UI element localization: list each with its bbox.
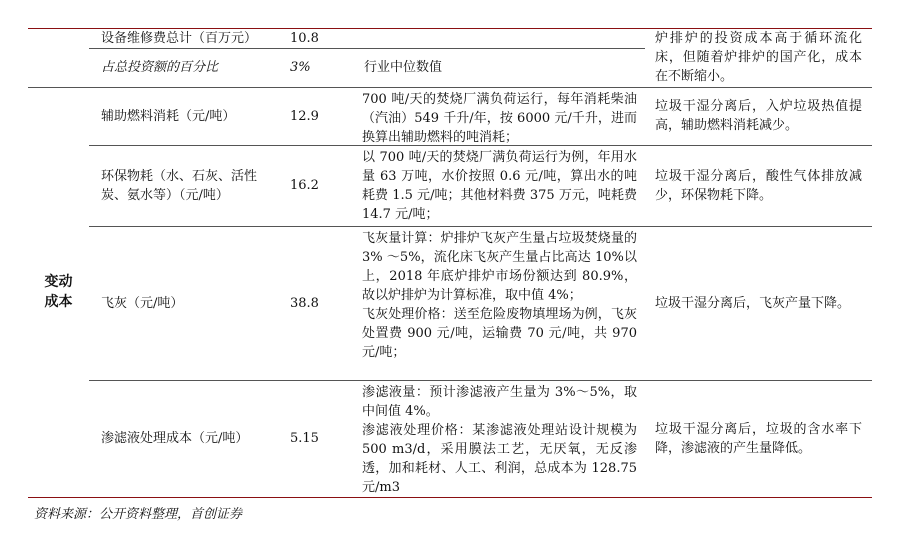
row-description: 渗滤液量：预计渗滤液产生量为 3%～5%，取中间值 4%。 渗滤液处理价格：某渗滤液处理站设计规模为 500 m3/d，采用膜法工艺，无厌氧，无反渗透，加和耗材、人工、利润，总成本为 128.75 元/m3	[362, 385, 637, 495]
row-description: 行业中位数值	[364, 60, 443, 75]
row-name: 占总投资额的百分比	[101, 60, 219, 75]
row-name: 环保物耗（水、石灰、活性炭、氨水等）（元/吨）	[101, 168, 258, 203]
row-value: 16.2	[290, 178, 319, 193]
row-description: 飞灰量计算：炉排炉飞灰产生量占垃圾焚烧量的 3% ～5%，流化床飞灰产生量占比高达 10%以上，2018 年底炉排炉市场份额达到 80.9%，故以炉排炉为计算标准，取中值 4%； 飞灰处理价格：送至危险废物填埋场为例，飞灰处置费 900 元/吨，运输费 70 元/吨，共 970 元/吨；	[362, 231, 637, 360]
category-label: 变动成本	[44, 274, 73, 310]
row-description: 以 700 吨/天的焚烧厂满负荷运行为例，年用水量 63 万吨，水价按照 0.6 元/吨，算出水的吨耗费 1.5 元/吨；其他材料费 375 万元，吨耗费 14.7 元/吨；	[362, 150, 637, 222]
row-name: 渗滤液处理成本（元/吨）	[101, 431, 249, 446]
row-value: 38.8	[290, 295, 319, 311]
row-description: 700 吨/天的焚烧厂满负荷运行，每年消耗柴油（汽油）549 千升/年，按 6000 元/千升，进而换算出辅助燃料的吨消耗；	[362, 92, 637, 145]
row-remark: 炉排炉的投资成本高于循环流化床，但随着炉排炉的国产化，成本在不断缩小。	[655, 31, 862, 84]
row-remark: 垃圾干湿分离后，飞灰产量下降。	[655, 295, 851, 311]
row-remark: 垃圾干湿分离后，垃圾的含水率下降，渗滤液的产生量降低。	[655, 421, 862, 456]
table-bottom-rule	[28, 497, 872, 498]
row-value: 3%	[290, 60, 311, 75]
row-value: 12.9	[290, 108, 319, 124]
row-value: 5.15	[290, 431, 319, 446]
row-remark: 垃圾干湿分离后，酸性气体排放减少，环保物耗下降。	[655, 168, 862, 203]
row-name: 设备维修费总计（百万元）	[101, 30, 258, 46]
row-remark: 垃圾干湿分离后，入炉垃圾热值提高，辅助燃料消耗减少。	[655, 99, 862, 133]
row-name: 辅助燃料消耗（元/吨）	[101, 108, 236, 124]
source-note: 资料来源：公开资料整理，首创证券	[34, 507, 243, 522]
row-name: 飞灰（元/吨）	[101, 295, 184, 311]
row-value: 10.8	[290, 30, 319, 46]
